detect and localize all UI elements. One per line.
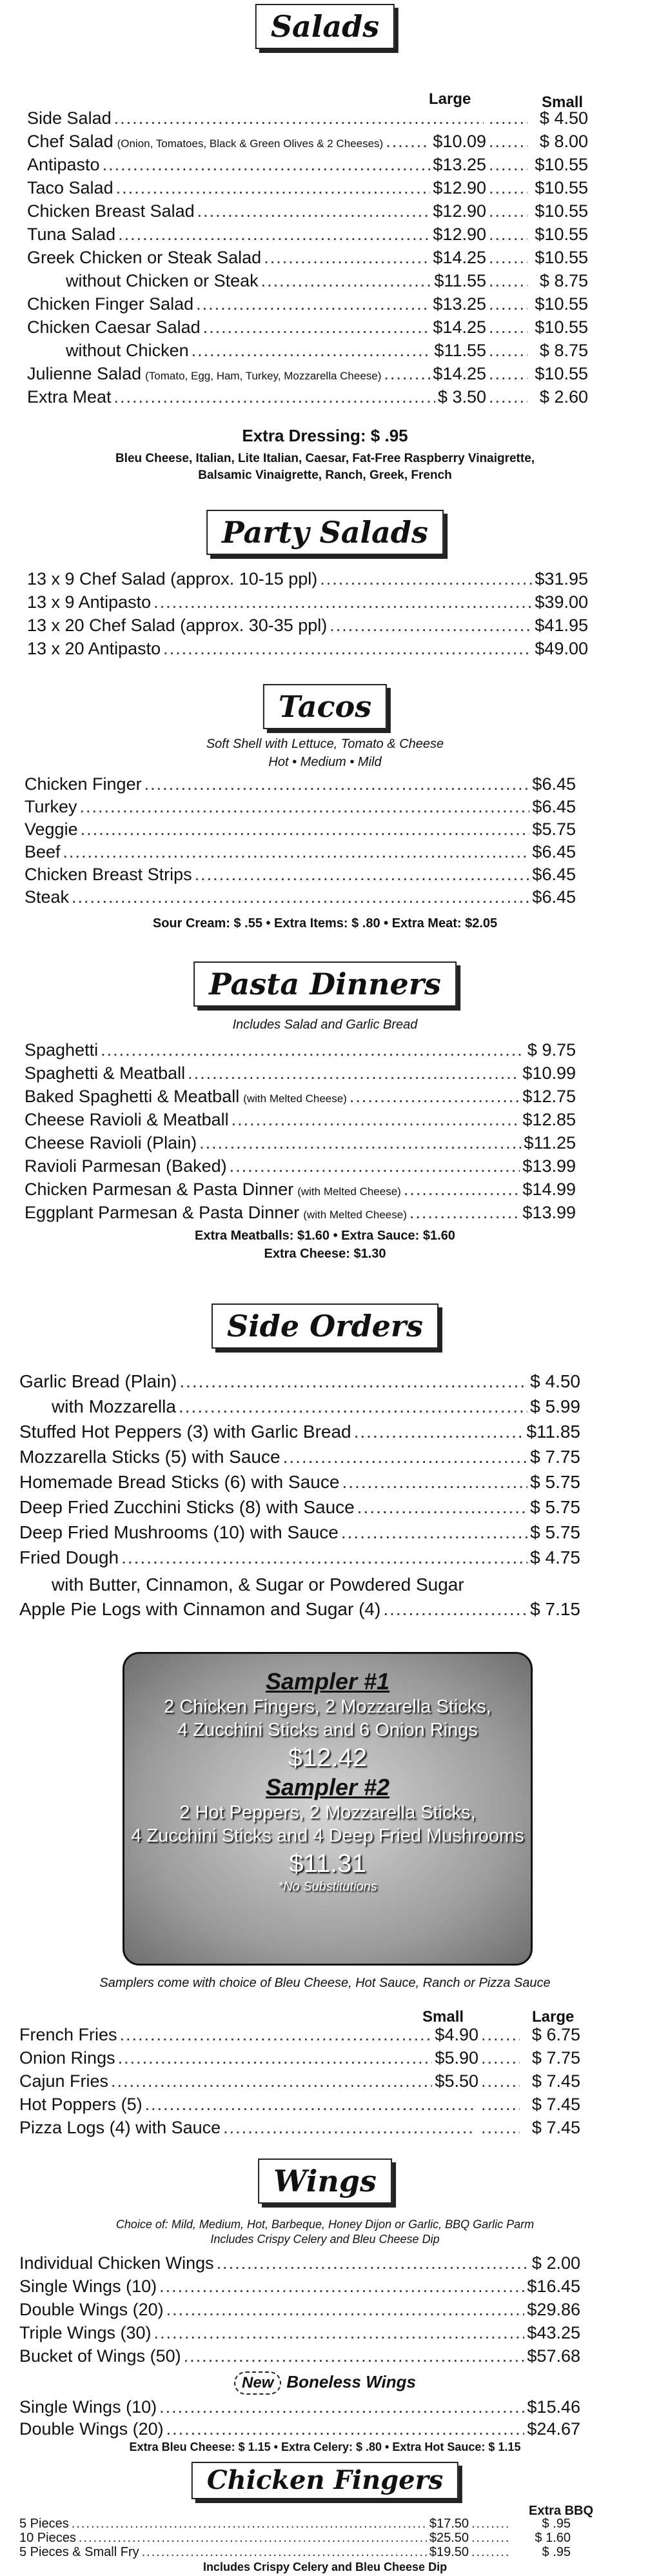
taco-row: Chicken Finger ..... $6.45 — [25, 774, 576, 794]
salad-row: Tuna Salad ..... $12.90 ..... $10.55 — [27, 225, 588, 245]
dressings-line-1: Bleu Cheese, Italian, Lite Italian, Caesar, Fat-Free Raspberry Vinaigrette, — [115, 452, 535, 465]
no-substitutions: *No Substitutions — [278, 1880, 377, 1894]
apple-pie-row: Apple Pie Logs with Cinnamon and Sugar (4) ..... $ 7.15 — [19, 1599, 580, 1620]
sampler-1-line-2: 4 Zucchini Sticks and 6 Onion Rings — [177, 1720, 478, 1740]
sized-side-row: Cajun Fries ..... $5.50 ..... $ 7.45 — [19, 2071, 580, 2091]
salad-row: Chicken Breast Salad ..... $12.90 ..... $10.55 — [27, 201, 588, 221]
side-orders-header: Side Orders — [212, 1303, 438, 1349]
side-order-row: Mozzarella Sticks (5) with Sauce ..... $ 7.75 — [19, 1447, 580, 1467]
salad-row: Julienne Salad (Tomato, Egg, Ham, Turkey, Mozzarella Cheese) ..... $14.25 ..... $10.55 — [27, 364, 588, 384]
salad-row: Greek Chicken or Steak Salad ..... $14.25 ..... $10.55 — [27, 248, 588, 268]
taco-row: Beef ..... $6.45 — [25, 842, 576, 862]
party-salad-row: 13 x 20 Antipasto ..... $49.00 — [27, 639, 588, 659]
sampler-2-title: Sampler #2 — [265, 1774, 390, 1800]
boneless-wing-row: Double Wings (20) ..... $24.67 — [19, 2419, 580, 2439]
pasta-row: Cheese Ravioli & Meatball ..... $12.85 — [25, 1110, 576, 1130]
salad-row: without Chicken or Steak ..... $11.55 ..... $ 8.75 — [27, 271, 588, 291]
side-col-large: Large — [532, 2008, 575, 2026]
tacos-note-2: Hot • Medium • Mild — [268, 755, 382, 769]
sized-side-row: French Fries ..... $4.90 ..... $ 6.75 — [19, 2025, 580, 2045]
sized-side-row: Hot Poppers (5) ..... ..... $ 7.45 — [19, 2095, 580, 2115]
salads-col-small: Small — [542, 94, 584, 111]
party-salads-header: Party Salads — [206, 510, 444, 555]
new-badge: New — [234, 2371, 281, 2395]
pasta-row: Chicken Parmesan & Pasta Dinner (with Melted Cheese) ..... $14.99 — [25, 1180, 576, 1200]
pasta-header: Pasta Dinners — [193, 961, 457, 1007]
sampler-1-price: $12.42 — [288, 1744, 368, 1772]
sampler-2-line-2: 4 Zucchini Sticks and 4 Deep Fried Mushrooms — [131, 1826, 524, 1846]
extra-dressing: Extra Dressing: $ .95 — [242, 426, 408, 445]
tacos-header: Tacos — [263, 684, 387, 729]
pasta-row: Eggplant Parmesan & Pasta Dinner (with Melted Cheese) ..... $13.99 — [25, 1203, 576, 1223]
salad-row: Chef Salad (Onion, Tomatoes, Black & Green Olives & 2 Cheeses) ..... $10.09 ..... $ 8.00 — [27, 132, 588, 152]
side-order-row: Stuffed Hot Peppers (3) with Garlic Bread ..... $11.85 — [19, 1422, 580, 1442]
chicken-finger-row: 10 Pieces ..... $25.50 ..... $ 1.60 — [19, 2531, 571, 2546]
sized-side-row: Pizza Logs (4) with Sauce ..... ..... $ 7.45 — [19, 2118, 580, 2138]
pasta-row: Spaghetti & Meatball ..... $10.99 — [25, 1063, 576, 1083]
wing-row: Double Wings (20) ..... $29.86 — [19, 2300, 580, 2320]
salad-row: Chicken Caesar Salad ..... $14.25 ..... $10.55 — [27, 317, 588, 337]
wing-row: Triple Wings (30) ..... $43.25 — [19, 2323, 580, 2343]
taco-row: Veggie ..... $5.75 — [25, 820, 576, 840]
salads-header: Salads — [255, 4, 395, 49]
party-salad-row: 13 x 9 Antipasto ..... $39.00 — [27, 592, 588, 612]
sampler-2-line-1: 2 Hot Peppers, 2 Mozzarella Sticks, — [179, 1802, 476, 1823]
wings-extras: Extra Bleu Cheese: $ 1.15 • Extra Celery: $ .80 • Extra Hot Sauce: $ 1.15 — [129, 2440, 521, 2453]
taco-row: Chicken Breast Strips ..... $6.45 — [25, 865, 576, 885]
sampler-box — [123, 1652, 533, 1966]
sampler-note: Samplers come with choice of Bleu Cheese, Hot Sauce, Ranch or Pizza Sauce — [99, 1976, 551, 1990]
taco-row: Turkey ..... $6.45 — [25, 797, 576, 817]
salads-col-large: Large — [429, 90, 471, 108]
boneless-wing-row: Single Wings (10) ..... $15.46 — [19, 2397, 580, 2417]
tacos-note-1: Soft Shell with Lettuce, Tomato & Cheese — [206, 737, 444, 751]
salad-row: Chicken Finger Salad ..... $13.25 ..... $10.55 — [27, 294, 588, 314]
side-order-row: Garlic Bread (Plain) ..... $ 4.50 — [19, 1371, 580, 1392]
pasta-extras-2: Extra Cheese: $1.30 — [264, 1247, 386, 1261]
wings-note-1: Choice of: Mild, Medium, Hot, Barbeque, Honey Dijon or Garlic, BBQ Garlic Parm — [115, 2218, 535, 2231]
sampler-1-title: Sampler #1 — [265, 1668, 390, 1695]
taco-row: Steak ..... $6.45 — [25, 887, 576, 907]
side-order-row: Deep Fried Mushrooms (10) with Sauce ..... $ 5.75 — [19, 1522, 580, 1543]
salad-row: without Chicken ..... $11.55 ..... $ 8.75 — [27, 341, 588, 361]
pasta-row: Ravioli Parmesan (Baked) ..... $13.99 — [25, 1156, 576, 1176]
tacos-extras: Sour Cream: $ .55 • Extra Items: $ .80 • Extra Meat: $2.05 — [152, 916, 498, 931]
fingers-note: Includes Crispy Celery and Bleu Cheese Dip — [202, 2561, 448, 2573]
sampler-1-line-1: 2 Chicken Fingers, 2 Mozzarella Sticks, — [164, 1696, 491, 1717]
salad-row: Antipasto ..... $13.25 ..... $10.55 — [27, 155, 588, 175]
wings-header: Wings — [258, 2158, 392, 2204]
side-order-row: Homemade Bread Sticks (6) with Sauce ..... $ 5.75 — [19, 1472, 580, 1493]
sampler-2-price: $11.31 — [289, 1849, 366, 1878]
salad-row: Extra Meat ..... $ 3.50 ..... $ 2.60 — [27, 387, 588, 407]
sized-side-row: Onion Rings ..... $5.90 ..... $ 7.75 — [19, 2048, 580, 2068]
side-order-row: with Mozzarella ..... $ 5.99 — [19, 1396, 580, 1417]
pasta-row: Cheese Ravioli (Plain) ..... $11.25 — [25, 1133, 576, 1153]
wing-row: Individual Chicken Wings ..... $ 2.00 — [19, 2253, 580, 2273]
chicken-finger-row: 5 Pieces ..... $17.50 ..... $ .95 — [19, 2517, 571, 2531]
pasta-row: Spaghetti ..... $ 9.75 — [25, 1040, 576, 1060]
salad-row: Taco Salad ..... $12.90 ..... $10.55 — [27, 178, 588, 198]
wing-row: Single Wings (10) ..... $16.45 — [19, 2277, 580, 2297]
pasta-row: Baked Spaghetti & Meatball (with Melted Cheese) ..... $12.75 — [25, 1087, 576, 1107]
salad-row: Side Salad ..... ..... $ 4.50 — [27, 108, 588, 128]
side-order-row: Fried Dough ..... $ 4.75 — [19, 1547, 580, 1568]
pasta-extras-1: Extra Meatballs: $1.60 • Extra Sauce: $1.60 — [195, 1229, 455, 1243]
chicken-finger-row: 5 Pieces & Small Fry ..... $19.50 ..... $ .95 — [19, 2545, 571, 2560]
pasta-note: Includes Salad and Garlic Bread — [232, 1018, 418, 1032]
party-salad-row: 13 x 20 Chef Salad (approx. 30-35 ppl) ..... $41.95 — [27, 616, 588, 636]
chicken-fingers-header: Chicken Fingers — [192, 2462, 458, 2499]
dressings-line-2: Balsamic Vinaigrette, Ranch, Greek, French — [198, 468, 452, 482]
fried-dough-desc: with Butter, Cinnamon, & Sugar or Powdered Sugar — [52, 1575, 464, 1595]
boneless-heading: New Boneless Wings — [0, 2371, 650, 2395]
fingers-col-bbq: Extra BBQ — [529, 2504, 594, 2518]
side-order-row: Deep Fried Zucchini Sticks (8) with Sauce ..... $ 5.75 — [19, 1497, 580, 1518]
wings-note-2: Includes Crispy Celery and Bleu Cheese Dip — [210, 2233, 440, 2246]
side-col-small: Small — [422, 2008, 464, 2026]
wing-row: Bucket of Wings (50) ..... $57.68 — [19, 2346, 580, 2366]
party-salad-row: 13 x 9 Chef Salad (approx. 10-15 ppl) ..... $31.95 — [27, 569, 588, 589]
